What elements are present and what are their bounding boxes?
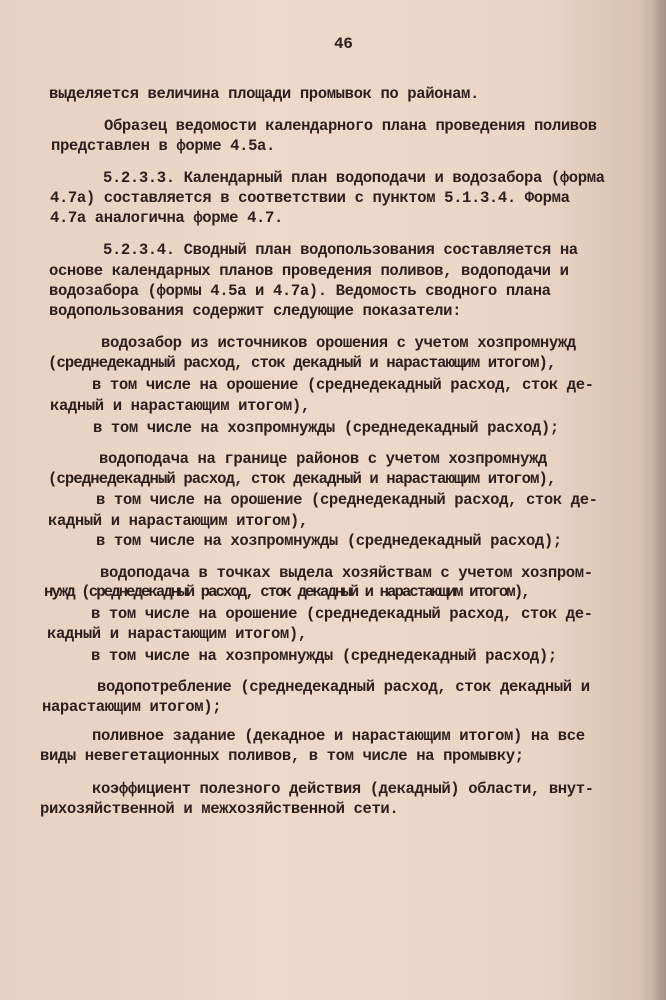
list-item-line: виды невегетационных поливов, в том числе на промывку;	[40, 747, 524, 765]
list-item-line: (среднедекадный расход, сток декадный и нарастающим итогом),	[48, 354, 556, 372]
text-line: представлен в форме 4.5а.	[51, 137, 275, 155]
text-line: водозабора (формы 4.5а и 4.7а). Ведомость сводного плана	[49, 282, 551, 300]
text-line: 4.7а аналогична форме 4.7.	[50, 209, 283, 227]
list-item-line: (среднедекадный расход, сток декадный и нарастающим итогом),	[48, 470, 556, 488]
list-item-line: в том числе на хозпромнужды (среднедекадный расход);	[93, 419, 559, 437]
list-item-line: водопотребление (среднедекадный расход, сток декадный и	[97, 678, 590, 696]
list-item-line: водозабор из источников орошения с учетом хозпромнужд	[101, 334, 576, 352]
page-number: 46	[334, 35, 353, 53]
text-line: 5.2.3.3. Календарный план водоподачи и водозабора (форма	[103, 169, 605, 187]
list-item-line: в том числе на хозпромнужды (среднедекадный расход);	[91, 647, 557, 665]
list-item-line: нужд (среднедекадный расход, сток декадный и нарастающим итогом),	[44, 583, 529, 601]
list-item-line: рихозяйственной и межхозяйственной сети.	[40, 800, 399, 818]
text-line: Образец ведомости календарного плана проведения поливов	[104, 117, 597, 135]
text-line: водопользования содержит следующие показатели:	[49, 302, 462, 320]
list-item-line: в том числе на орошение (среднедекадный расход, сток де-	[91, 605, 593, 623]
text-line: 5.2.3.4. Сводный план водопользования составляется на	[103, 241, 578, 259]
list-item-line: коэффициент полезного действия (декадный) области, внут-	[92, 780, 594, 798]
list-item-line: кадный и нарастающим итогом),	[48, 512, 308, 530]
list-item-line: в том числе на орошение (среднедекадный расход, сток де-	[96, 491, 598, 509]
text-line: выделяется величина площади промывок по районам.	[49, 85, 479, 103]
list-item-line: в том числе на орошение (среднедекадный расход, сток де-	[92, 376, 594, 394]
list-item-line: поливное задание (декадное и нарастающим итогом) на все	[92, 727, 585, 745]
list-item-line: водоподача на границе районов с учетом хозпромнужд	[99, 450, 547, 468]
list-item-line: кадный и нарастающим итогом),	[50, 397, 310, 415]
list-item-line: кадный и нарастающим итогом),	[47, 625, 307, 643]
text-line: 4.7а) составляется в соответствии с пунктом 5.1.3.4. Форма	[50, 189, 570, 207]
list-item-line: водоподача в точках выдела хозяйствам с учетом хозпром-	[100, 564, 593, 582]
text-line: основе календарных планов проведения поливов, водоподачи и	[49, 262, 569, 280]
list-item-line: нарастающим итогом);	[42, 698, 222, 716]
page-edge-shadow	[652, 0, 666, 1000]
list-item-line: в том числе на хозпромнужды (среднедекадный расход);	[96, 532, 562, 550]
